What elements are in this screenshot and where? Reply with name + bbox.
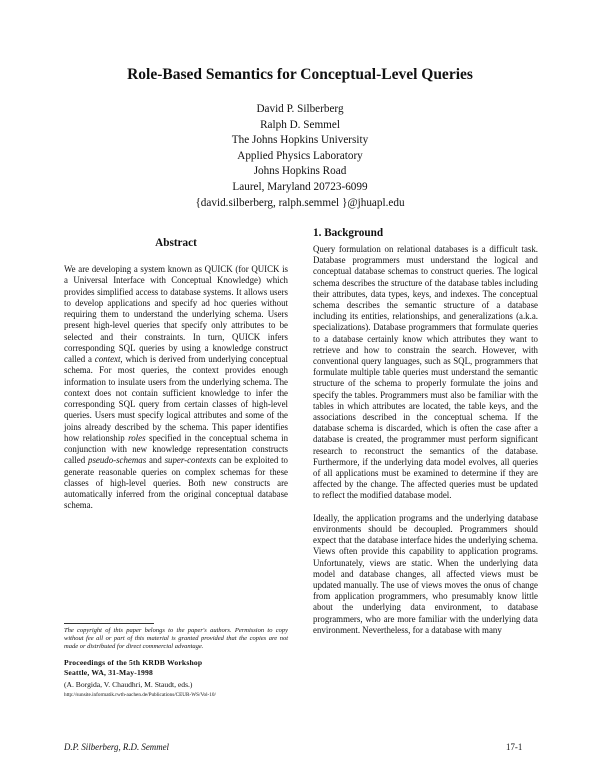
term-super-contexts: super-contexts <box>164 455 217 466</box>
term-pseudo-schemas: pseudo-schemas <box>88 455 147 466</box>
page-number: 17-1 <box>506 742 523 752</box>
proceedings-editors: (A. Borgida, V. Chaudhri, M. Staudt, eds.) <box>64 680 193 689</box>
term-context: context <box>94 354 121 364</box>
address-line: Johns Hopkins Road <box>253 165 347 178</box>
author-block <box>0 102 600 211</box>
abstract-text-part: , which is derived from underlying conceptual schema. For most queries, the context provides enough information to insulate users from the underlying schema. The context does not contain sufficient knowledge to infer the corresponding SQL query from certain classes of high-level queries. Users must specify logical attributes and some of the joins already described by the schema. This paper identifies how relationship <box>64 354 288 443</box>
abstract-text <box>64 264 288 512</box>
affiliation-line: Applied Physics Laboratory <box>237 149 363 162</box>
copyright-footnote: The copyright of this paper belongs to the paper's authors. Permission to copy without fee all or part of this material is granted provided that the copies are not made or distributed for direct commercial advantage. <box>64 627 288 651</box>
term-roles: roles <box>128 432 146 443</box>
footnote-divider <box>64 623 154 624</box>
abstract-heading: Abstract <box>155 237 197 249</box>
footer-authors: D.P. Silberberg, R.D. Semmel <box>64 742 170 752</box>
section-heading: 1. Background <box>313 227 384 239</box>
paragraph: Ideally, the application programs and the underlying database environments should be decoupled. Programmers should expect that the database interface hides the underlying schema. Views often provide this capability to application programs. Unfortunately, views are static. When the underlying data model and database changes, all affected views must be updated manually. The use of views moves the onus of change from application programmers, who presumably know little about the underlying data environment, to database programmers, who are more familiar with the underlying data environment. Nevertheless, for a database with many <box>313 512 538 635</box>
abstract-text-part: specified in the conceptual schema in conjunction with new knowledge representation constructs called <box>64 432 289 466</box>
proceedings-info <box>64 658 290 678</box>
abstract-text-part: We are developing a system known as QUICK (for QUICK is a Universal Interface with Conceptual Knowledge) which provides simplified access to database systems. It allows users to develop applications and specify ad hoc queries without requiring them to understand the underlying schema. Users present high-level queries that specify only attributes to be selected and their constraints. In turn, QUICK infers corresponding SQL queries by using a knowledge construct called a <box>64 264 288 364</box>
proceedings-title: Proceedings of the 5th KRDB Workshop <box>64 658 203 667</box>
proceedings-location-date: Seattle, WA, 31-May-1998 <box>64 668 154 677</box>
author-name: Ralph D. Semmel <box>260 118 340 131</box>
section-body <box>313 244 538 647</box>
author-name: David P. Silberberg <box>256 103 344 115</box>
address-line: Laurel, Maryland 20723-6099 <box>232 180 368 193</box>
paper-title: Role-Based Semantics for Conceptual-Level Queries <box>127 66 473 83</box>
affiliation-line: The Johns Hopkins University <box>231 134 369 147</box>
abstract-text-part: and <box>146 455 165 466</box>
author-emails: {david.silberberg, ralph.semmel }@jhuapl.edu <box>195 196 405 209</box>
paragraph: Query formulation on relational databases is a difficult task. Database programmers must understand the logical and conceptual database schemas to construct queries. The logical schema describes the structure of the database tables including their attributes, data types, keys, and indexes. The conceptual schema describes the semantic structure of a database including its entities, relationships, and generalizations (a.k.a. specializations). Database programmers that formulate queries to a database certainly know which attributes they want to retrieve and how to constrain the search. However, with conventional query languages, such as SQL, programmers that formulate multiple table queries must understand the semantic structure of the schema to properly formulate the joins and specify the tables. Programmers must also be familiar with the tables in which attributes are located, the table keys, and the associations described in the conceptual schema. If the database schema is discarded, which is often the case after a database is created, the programmer must perform significant research to reconstruct the semantics of the database. Furthermore, if the underlying data model evolves, all queries of all applications must be examined to determine if they are affected by the change. The affected queries must be updated to reflect the modified database model. <box>313 244 538 501</box>
proceedings-url: http://sunsite.informatik.rwth-aachen.de/Publications/CEUR-WS/Vol-10/ <box>64 692 216 698</box>
abstract-text-part: can be exploited to generate reasonable queries on complex schemas for these classes of high-level queries. Both new constructs are automatically inferred from the original conceptual database schema. <box>64 455 288 511</box>
